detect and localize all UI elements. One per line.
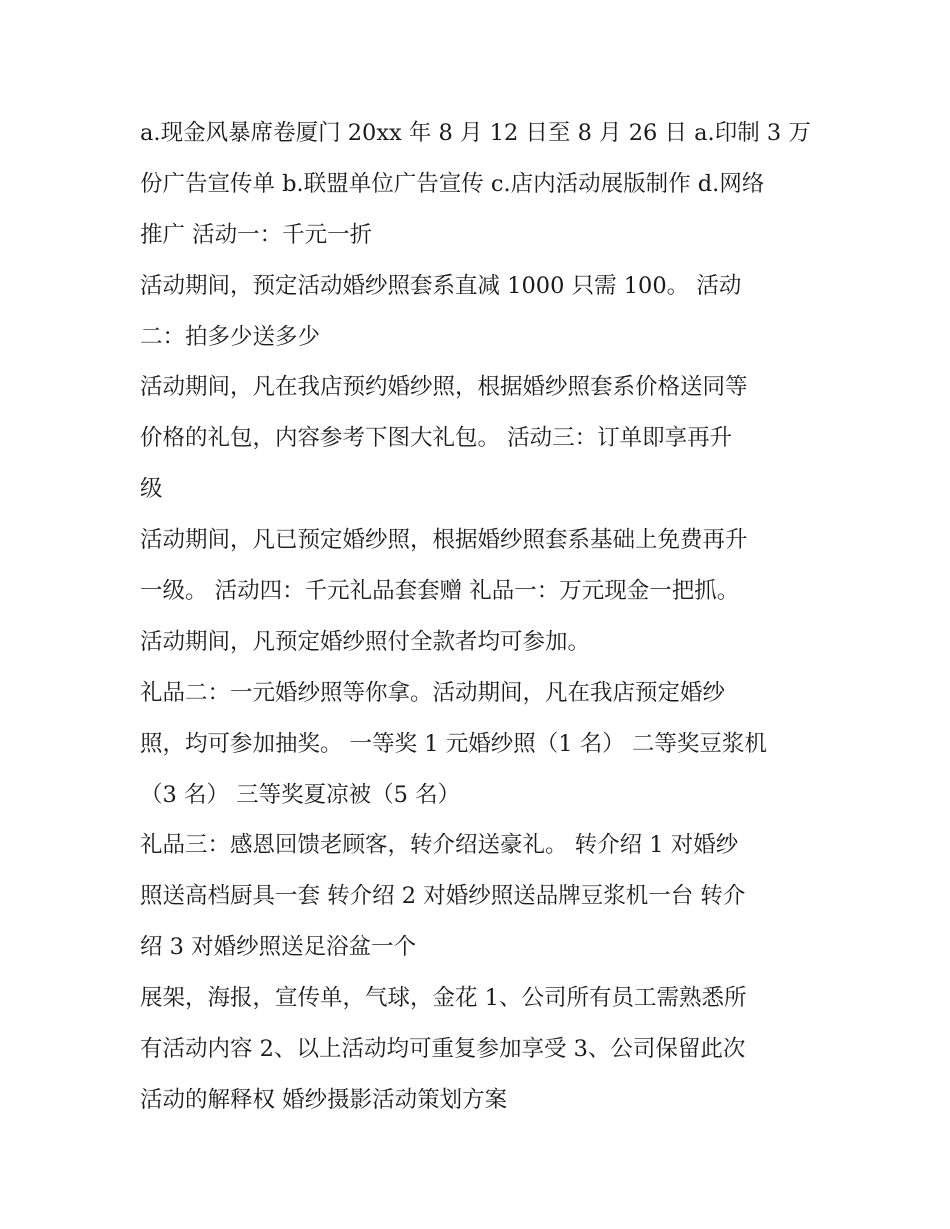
text-line: 级 (140, 476, 163, 503)
text-line: 活动期间，凡在我店预约婚纱照，根据婚纱照套系价格送同等 (140, 374, 748, 401)
body-text (140, 108, 830, 1126)
text-line: 价格的礼包，内容参考下图大礼包。 活动三：订单即享再升 (140, 425, 733, 452)
text-line: 份广告宣传单 b.联盟单位广告宣传 c.店内活动展版制作 d.网络 (140, 170, 765, 197)
text-line: 礼品三：感恩回馈老顾客，转介绍送豪礼。 转介绍 1 对婚纱 (140, 832, 739, 859)
text-line: 礼品二：一元婚纱照等你拿。活动期间，凡在我店预定婚纱 (140, 679, 726, 706)
text-line: 展架，海报，宣传单，气球，金花 1、公司所有员工需熟悉所 (140, 985, 747, 1012)
text-line: 活动期间，预定活动婚纱照套系直减 1000 只需 100。 活动 (140, 272, 742, 299)
text-line: 有活动内容 2、以上活动均可重复参加享受 3、公司保留此次 (140, 1036, 746, 1063)
text-line: 活动期间，凡已预定婚纱照，根据婚纱照套系基础上免费再升 (140, 527, 748, 554)
text-line: 活动期间，凡预定婚纱照付全款者均可参加。 (140, 628, 591, 655)
text-line: 照，均可参加抽奖。 一等奖 1 元婚纱照（1 名） 二等奖豆浆机 (140, 730, 767, 757)
text-line: （3 名） 三等奖夏凉被（5 名） (140, 781, 461, 808)
text-line: a.现金风暴席卷厦门 20xx 年 8 月 12 日至 8 月 26 日 a.印制 3 万 (140, 120, 811, 146)
text-line: 推广 活动一：千元一折 (140, 221, 373, 248)
text-line: 一级。 活动四：千元礼品套套赠 礼品一：万元现金一把抓。 (140, 578, 740, 605)
text-line: 二：拍多少送多少 (140, 323, 321, 350)
text-line: 活动的解释权 婚纱摄影活动策划方案 (140, 1086, 508, 1113)
text-line: 照送高档厨具一套 转介绍 2 对婚纱照送品牌豆浆机一台 转介 (140, 883, 746, 910)
text-line: 绍 3 对婚纱照送足浴盆一个 (140, 934, 417, 961)
